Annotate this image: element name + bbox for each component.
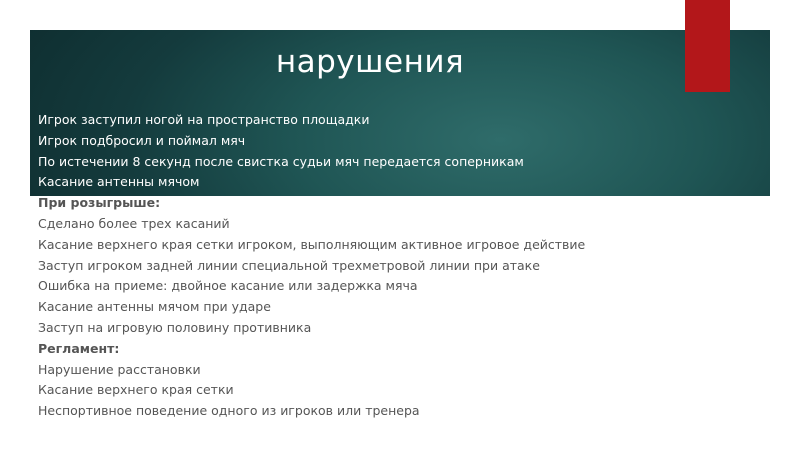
- section-heading: При розыгрыше:: [38, 195, 161, 211]
- rule-line: Ошибка на приеме: двойное касание или задержка мяча: [38, 278, 418, 294]
- rule-line: Нарушение расстановки: [38, 361, 201, 377]
- rule-line: По истечении 8 секунд после свистка судьи мяч передается соперникам: [38, 153, 524, 169]
- rule-line: Касание верхнего края сетки: [38, 382, 234, 398]
- rules-list: [38, 110, 758, 422]
- rule-line: Игрок подбросил и поймал мяч: [38, 132, 246, 148]
- rule-line: Сделано более трех касаний: [38, 215, 230, 231]
- rule-line: Заступ игроком задней линии специальной трехметровой линии при атаке: [38, 257, 540, 273]
- rule-line: Касание антенны мячом: [38, 174, 200, 190]
- rule-line: Касание антенны мячом при ударе: [38, 299, 271, 315]
- rule-line: Неспортивное поведение одного из игроков или тренера: [38, 403, 420, 419]
- rule-line: Игрок заступил ногой на пространство площадки: [38, 112, 370, 127]
- slide-title: нарушения: [275, 44, 465, 80]
- rule-line: Заступ на игровую половину противника: [38, 319, 312, 335]
- accent-bar: [685, 0, 730, 92]
- rule-line: Касание верхнего края сетки игроком, выполняющим активное игровое действие: [38, 236, 586, 252]
- section-heading: Регламент:: [38, 340, 120, 356]
